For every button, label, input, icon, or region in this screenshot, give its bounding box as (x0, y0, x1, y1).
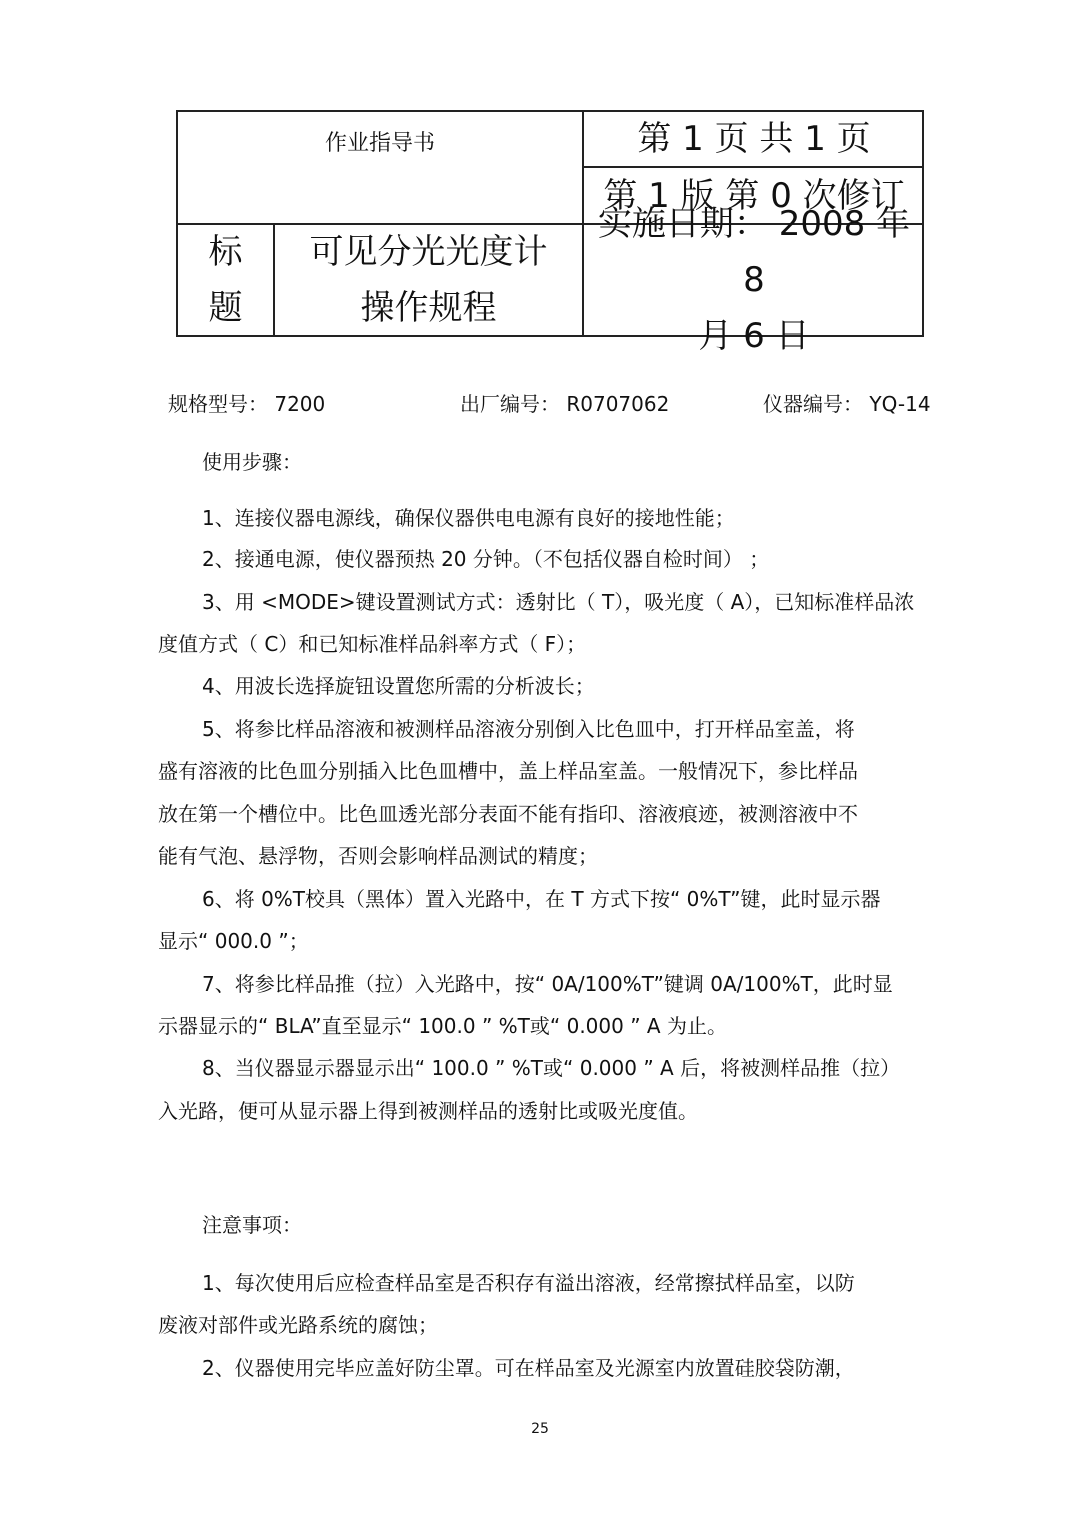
page-info: 第 1 页 共 1 页 (637, 119, 871, 159)
usage-line: 5、将参比样品溶液和被测样品溶液分别倒入比色皿中，打开样品室盖，将 (202, 717, 855, 741)
usage-line: 6、将 0%T校具（黑体）置入光路中，在 T 方式下按“ 0%T”键，此时显示器 (202, 887, 881, 911)
usage-line: 放在第一个槽位中。比色皿透光部分表面不能有指印、溶液痕迹，被测溶液中不 (158, 802, 858, 826)
model-number: 规格型号： 7200 (168, 392, 326, 416)
date-line-1: 实施日期： 2008 年 8 (597, 204, 911, 300)
usage-line: 示器显示的“ BLA”直至显示“ 100.0 ” %T或“ 0.000 ” A 为止。 (158, 1014, 727, 1038)
title-label-2: 题 (208, 288, 243, 328)
usage-line: 显示“ 000.0 ”； (158, 929, 309, 953)
usage-line: 2、接通电源，使仪器预热 20 分钟。（不包括仪器自检时间） ； (202, 547, 770, 571)
notes-line: 废液对部件或光路系统的腐蚀； (158, 1313, 438, 1337)
usage-heading: 使用步骤： (202, 450, 302, 474)
notes-heading: 注意事项： (202, 1213, 302, 1237)
notes-line: 1、每次使用后应检查样品室是否积存有溢出溶液，经常擦拭样品室，以防 (202, 1271, 855, 1295)
page-number: 25 (531, 1421, 549, 1437)
document-title (275, 225, 582, 335)
version-info: 第 1 版 第 0 次修订 (603, 175, 905, 216)
effective-date (584, 204, 924, 356)
notes-line: 2、仪器使用完毕应盖好防尘罩。可在样品室及光源室内放置硅胶袋防潮， (202, 1356, 855, 1380)
title-label-1: 标 (208, 232, 243, 272)
date-line-2: 月 6 日 (698, 316, 810, 356)
usage-line: 入光路，便可从显示器上得到被测样品的透射比或吸光度值。 (158, 1099, 698, 1123)
usage-line: 度值方式（ C）和已知标准样品斜率方式（ F）； (158, 632, 587, 656)
usage-line: 4、用波长选择旋钮设置您所需的分析波长； (202, 674, 595, 698)
usage-line: 1、连接仪器电源线，确保仪器供电电源有良好的接地性能； (202, 506, 735, 530)
title-label (178, 225, 273, 335)
usage-line: 8、当仪器显示器显示出“ 100.0 ” %T或“ 0.000 ” A 后，将被测样品推（拉） (202, 1056, 901, 1080)
instrument-number: 仪器编号： YQ-14 (763, 392, 931, 416)
title-line-1: 可见分光光度计 (309, 232, 548, 272)
usage-line: 能有气泡、悬浮物，否则会影响样品测试的精度； (158, 844, 598, 868)
usage-line: 盛有溶液的比色皿分别插入比色皿槽中，盖上样品室盖。一般情况下，参比样品 (158, 759, 858, 783)
title-line-2: 操作规程 (360, 288, 497, 328)
serial-number: 出厂编号： R0707062 (460, 392, 670, 416)
header-table (176, 110, 924, 356)
usage-line: 3、用 <MODE>键设置测试方式：透射比（ T），吸光度（ A），已知标准样品浓 (202, 590, 915, 614)
usage-line: 7、将参比样品推（拉）入光路中，按“ 0A/100%T”键调 0A/100%T，此时显 (202, 972, 893, 996)
doc-type: 作业指导书 (324, 131, 435, 156)
